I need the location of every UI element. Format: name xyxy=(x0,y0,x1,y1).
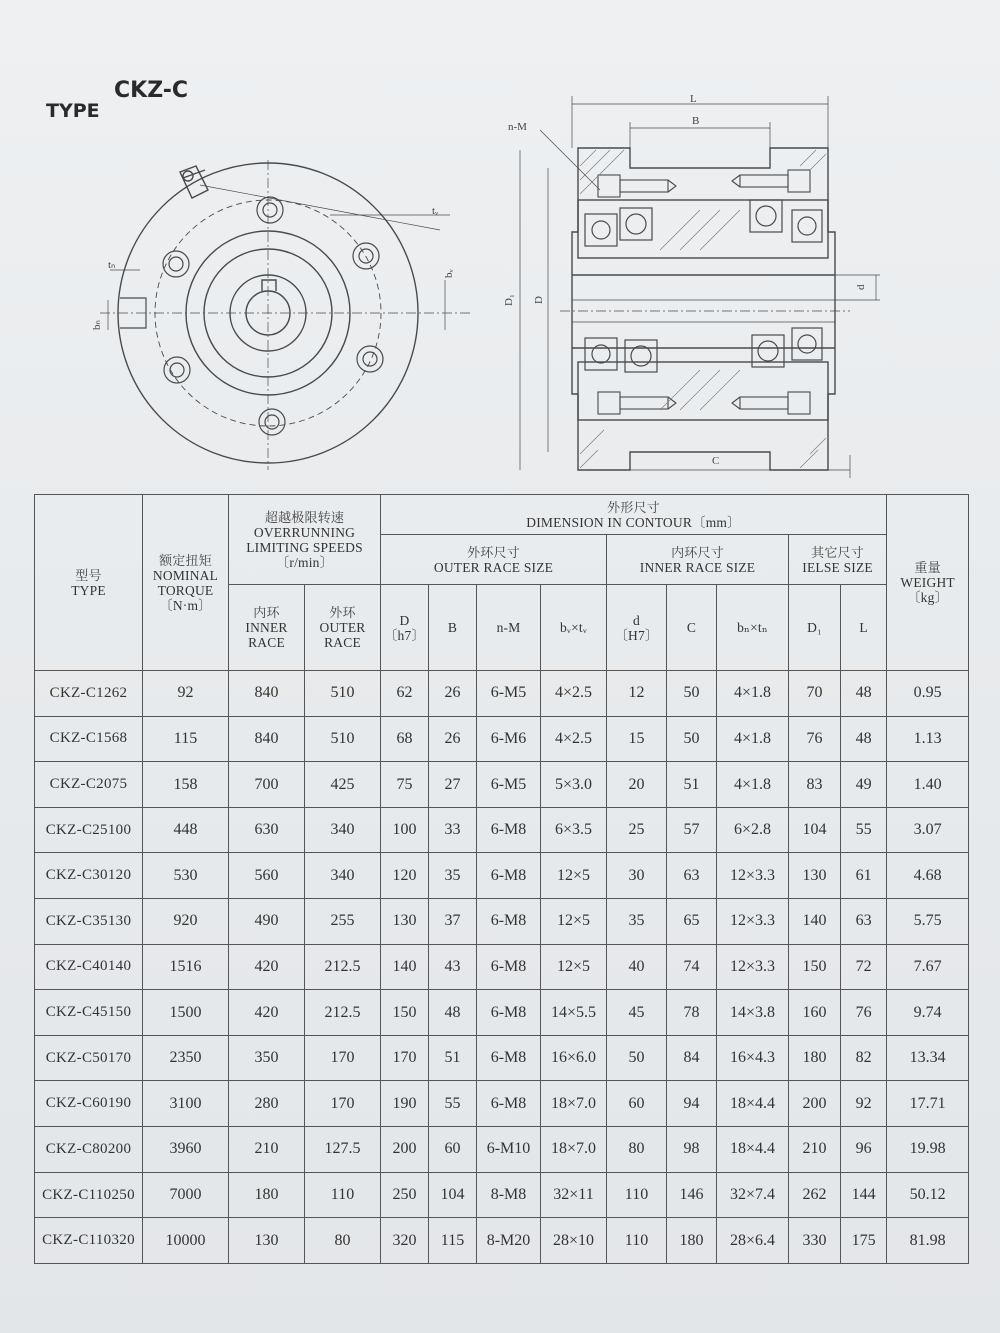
dim-D-label: D xyxy=(533,296,545,304)
value-cell: 94 xyxy=(667,1081,717,1127)
header-B: B xyxy=(429,585,477,671)
value-cell: 490 xyxy=(229,899,305,945)
value-cell: 74 xyxy=(667,944,717,990)
dim-bw-label: bᵥ xyxy=(443,269,455,278)
model-label: CKZ-C xyxy=(114,78,189,103)
header-speed: 超越极限转速 OVERRUNNING LIMITING SPEEDS 〔r/min〕 xyxy=(229,495,381,585)
value-cell: 110 xyxy=(305,1172,381,1218)
value-cell: 255 xyxy=(305,899,381,945)
value-cell: 3960 xyxy=(143,1127,229,1173)
value-cell: 18×7.0 xyxy=(541,1081,607,1127)
value-cell: 50 xyxy=(667,716,717,762)
value-cell: 4.68 xyxy=(887,853,969,899)
value-cell: 110 xyxy=(607,1172,667,1218)
value-cell: 150 xyxy=(381,990,429,1036)
value-cell: 6-M8 xyxy=(477,807,541,853)
value-cell: 530 xyxy=(143,853,229,899)
value-cell: 19.98 xyxy=(887,1127,969,1173)
value-cell: 6-M10 xyxy=(477,1127,541,1173)
table-row xyxy=(35,1035,969,1081)
value-cell: 72 xyxy=(841,944,887,990)
value-cell: 33 xyxy=(429,807,477,853)
value-cell: 250 xyxy=(381,1172,429,1218)
type-cell: CKZ-C110320 xyxy=(35,1218,143,1264)
value-cell: 158 xyxy=(143,762,229,808)
value-cell: 92 xyxy=(143,671,229,717)
header-type: 型号 TYPE xyxy=(35,495,143,671)
value-cell: 30 xyxy=(607,853,667,899)
value-cell: 210 xyxy=(789,1127,841,1173)
value-cell: 13.34 xyxy=(887,1035,969,1081)
header-D1: D₁ xyxy=(789,585,841,671)
value-cell: 16×4.3 xyxy=(717,1035,789,1081)
value-cell: 6-M5 xyxy=(477,762,541,808)
value-cell: 35 xyxy=(607,899,667,945)
value-cell: 6-M8 xyxy=(477,1035,541,1081)
value-cell: 6-M8 xyxy=(477,853,541,899)
dim-nM-label: n-M xyxy=(508,121,527,133)
value-cell: 37 xyxy=(429,899,477,945)
type-cell: CKZ-C1568 xyxy=(35,716,143,762)
technical-drawing xyxy=(0,0,1000,495)
value-cell: 68 xyxy=(381,716,429,762)
value-cell: 3.07 xyxy=(887,807,969,853)
value-cell: 700 xyxy=(229,762,305,808)
value-cell: 180 xyxy=(229,1172,305,1218)
value-cell: 26 xyxy=(429,671,477,717)
value-cell: 212.5 xyxy=(305,990,381,1036)
value-cell: 5×3.0 xyxy=(541,762,607,808)
value-cell: 80 xyxy=(305,1218,381,1264)
dim-D1-label: D₁ xyxy=(503,294,515,306)
table-row xyxy=(35,716,969,762)
value-cell: 60 xyxy=(607,1081,667,1127)
header-nM: n-M xyxy=(477,585,541,671)
header-outer-race: 外环 OUTER RACE xyxy=(305,585,381,671)
value-cell: 1500 xyxy=(143,990,229,1036)
value-cell: 48 xyxy=(841,716,887,762)
value-cell: 280 xyxy=(229,1081,305,1127)
value-cell: 130 xyxy=(381,899,429,945)
header-L: L xyxy=(841,585,887,671)
value-cell: 20 xyxy=(607,762,667,808)
front-view-drawing xyxy=(100,160,470,470)
value-cell: 63 xyxy=(841,899,887,945)
table-row xyxy=(35,1127,969,1173)
value-cell: 82 xyxy=(841,1035,887,1081)
dim-tn-label: tₙ xyxy=(108,259,116,271)
value-cell: 12×5 xyxy=(541,944,607,990)
value-cell: 170 xyxy=(381,1035,429,1081)
value-cell: 175 xyxy=(841,1218,887,1264)
value-cell: 115 xyxy=(143,716,229,762)
value-cell: 15 xyxy=(607,716,667,762)
value-cell: 170 xyxy=(305,1035,381,1081)
value-cell: 51 xyxy=(429,1035,477,1081)
table-row xyxy=(35,944,969,990)
spec-table-body xyxy=(35,671,969,1264)
value-cell: 32×11 xyxy=(541,1172,607,1218)
table-row xyxy=(35,1081,969,1127)
value-cell: 140 xyxy=(789,899,841,945)
value-cell: 12×3.3 xyxy=(717,853,789,899)
value-cell: 6-M8 xyxy=(477,899,541,945)
value-cell: 55 xyxy=(429,1081,477,1127)
value-cell: 6-M6 xyxy=(477,716,541,762)
table-row xyxy=(35,671,969,717)
value-cell: 40 xyxy=(607,944,667,990)
value-cell: 43 xyxy=(429,944,477,990)
value-cell: 340 xyxy=(305,807,381,853)
value-cell: 32×7.4 xyxy=(717,1172,789,1218)
value-cell: 146 xyxy=(667,1172,717,1218)
value-cell: 420 xyxy=(229,944,305,990)
value-cell: 140 xyxy=(381,944,429,990)
value-cell: 14×5.5 xyxy=(541,990,607,1036)
value-cell: 84 xyxy=(667,1035,717,1081)
value-cell: 115 xyxy=(429,1218,477,1264)
value-cell: 5.75 xyxy=(887,899,969,945)
value-cell: 60 xyxy=(429,1127,477,1173)
dim-d-label: d xyxy=(855,284,867,290)
value-cell: 120 xyxy=(381,853,429,899)
value-cell: 12×5 xyxy=(541,899,607,945)
value-cell: 78 xyxy=(667,990,717,1036)
type-cell: CKZ-C110250 xyxy=(35,1172,143,1218)
type-cell: CKZ-C1262 xyxy=(35,671,143,717)
value-cell: 1.13 xyxy=(887,716,969,762)
header-bw-tw: bᵥ×tᵥ xyxy=(541,585,607,671)
value-cell: 10000 xyxy=(143,1218,229,1264)
dim-bn-label: bₙ xyxy=(91,320,103,330)
value-cell: 1.40 xyxy=(887,762,969,808)
value-cell: 262 xyxy=(789,1172,841,1218)
value-cell: 4×1.8 xyxy=(717,762,789,808)
type-cell: CKZ-C25100 xyxy=(35,807,143,853)
value-cell: 12×3.3 xyxy=(717,899,789,945)
value-cell: 48 xyxy=(841,671,887,717)
header-weight: 重量 WEIGHT 〔kg〕 xyxy=(887,495,969,671)
value-cell: 61 xyxy=(841,853,887,899)
value-cell: 17.71 xyxy=(887,1081,969,1127)
value-cell: 98 xyxy=(667,1127,717,1173)
value-cell: 8-M8 xyxy=(477,1172,541,1218)
value-cell: 1516 xyxy=(143,944,229,990)
value-cell: 160 xyxy=(789,990,841,1036)
value-cell: 6-M8 xyxy=(477,944,541,990)
value-cell: 57 xyxy=(667,807,717,853)
value-cell: 12×3.3 xyxy=(717,944,789,990)
value-cell: 104 xyxy=(789,807,841,853)
header-d: d 〔H7〕 xyxy=(607,585,667,671)
value-cell: 12 xyxy=(607,671,667,717)
value-cell: 50 xyxy=(607,1035,667,1081)
value-cell: 110 xyxy=(607,1218,667,1264)
header-D: D 〔h7〕 xyxy=(381,585,429,671)
value-cell: 340 xyxy=(305,853,381,899)
value-cell: 6-M8 xyxy=(477,1081,541,1127)
dim-B-label: B xyxy=(692,115,700,127)
table-row xyxy=(35,762,969,808)
header-bn-tn: bₙ×tₙ xyxy=(717,585,789,671)
value-cell: 14×3.8 xyxy=(717,990,789,1036)
value-cell: 83 xyxy=(789,762,841,808)
value-cell: 4×2.5 xyxy=(541,716,607,762)
value-cell: 7000 xyxy=(143,1172,229,1218)
value-cell: 4×1.8 xyxy=(717,671,789,717)
type-cell: CKZ-C2075 xyxy=(35,762,143,808)
value-cell: 3100 xyxy=(143,1081,229,1127)
value-cell: 18×4.4 xyxy=(717,1127,789,1173)
value-cell: 150 xyxy=(789,944,841,990)
value-cell: 510 xyxy=(305,671,381,717)
value-cell: 18×7.0 xyxy=(541,1127,607,1173)
value-cell: 630 xyxy=(229,807,305,853)
value-cell: 330 xyxy=(789,1218,841,1264)
dim-L-label: L xyxy=(690,93,697,105)
value-cell: 45 xyxy=(607,990,667,1036)
value-cell: 55 xyxy=(841,807,887,853)
value-cell: 75 xyxy=(381,762,429,808)
table-row xyxy=(35,807,969,853)
type-cell: CKZ-C40140 xyxy=(35,944,143,990)
value-cell: 51 xyxy=(667,762,717,808)
value-cell: 48 xyxy=(429,990,477,1036)
value-cell: 104 xyxy=(429,1172,477,1218)
value-cell: 63 xyxy=(667,853,717,899)
table-row xyxy=(35,899,969,945)
value-cell: 448 xyxy=(143,807,229,853)
value-cell: 28×10 xyxy=(541,1218,607,1264)
value-cell: 50 xyxy=(667,671,717,717)
value-cell: 840 xyxy=(229,716,305,762)
value-cell: 62 xyxy=(381,671,429,717)
value-cell: 18×4.4 xyxy=(717,1081,789,1127)
value-cell: 7.67 xyxy=(887,944,969,990)
value-cell: 76 xyxy=(841,990,887,1036)
value-cell: 212.5 xyxy=(305,944,381,990)
value-cell: 9.74 xyxy=(887,990,969,1036)
value-cell: 130 xyxy=(789,853,841,899)
value-cell: 920 xyxy=(143,899,229,945)
section-view-drawing xyxy=(520,96,880,478)
header-outer-race-size: 外环尺寸 OUTER RACE SIZE xyxy=(381,535,607,585)
table-row xyxy=(35,990,969,1036)
value-cell: 6-M8 xyxy=(477,990,541,1036)
value-cell: 190 xyxy=(381,1081,429,1127)
value-cell: 80 xyxy=(607,1127,667,1173)
dim-tw-label: tᵥ xyxy=(432,205,439,217)
value-cell: 425 xyxy=(305,762,381,808)
header-C: C xyxy=(667,585,717,671)
value-cell: 25 xyxy=(607,807,667,853)
header-else-size: 其它尺寸 IELSE SIZE xyxy=(789,535,887,585)
value-cell: 49 xyxy=(841,762,887,808)
value-cell: 0.95 xyxy=(887,671,969,717)
table-row xyxy=(35,1218,969,1264)
value-cell: 27 xyxy=(429,762,477,808)
value-cell: 320 xyxy=(381,1218,429,1264)
value-cell: 6×2.8 xyxy=(717,807,789,853)
value-cell: 28×6.4 xyxy=(717,1218,789,1264)
value-cell: 76 xyxy=(789,716,841,762)
value-cell: 8-M20 xyxy=(477,1218,541,1264)
value-cell: 840 xyxy=(229,671,305,717)
value-cell: 180 xyxy=(789,1035,841,1081)
header-dimension: 外形尺寸 DIMENSION IN CONTOUR〔mm〕 xyxy=(381,495,887,535)
value-cell: 12×5 xyxy=(541,853,607,899)
dim-C-label: C xyxy=(712,455,720,467)
value-cell: 16×6.0 xyxy=(541,1035,607,1081)
value-cell: 26 xyxy=(429,716,477,762)
value-cell: 81.98 xyxy=(887,1218,969,1264)
type-cell: CKZ-C60190 xyxy=(35,1081,143,1127)
value-cell: 92 xyxy=(841,1081,887,1127)
value-cell: 65 xyxy=(667,899,717,945)
type-cell: CKZ-C35130 xyxy=(35,899,143,945)
table-row xyxy=(35,1172,969,1218)
value-cell: 6×3.5 xyxy=(541,807,607,853)
spec-table xyxy=(34,494,969,1264)
value-cell: 144 xyxy=(841,1172,887,1218)
value-cell: 4×1.8 xyxy=(717,716,789,762)
value-cell: 560 xyxy=(229,853,305,899)
table-row xyxy=(35,853,969,899)
value-cell: 35 xyxy=(429,853,477,899)
value-cell: 6-M5 xyxy=(477,671,541,717)
value-cell: 100 xyxy=(381,807,429,853)
type-label: TYPE xyxy=(46,100,100,122)
header-torque: 额定扭矩 NOMINAL TORQUE 〔N·m〕 xyxy=(143,495,229,671)
value-cell: 130 xyxy=(229,1218,305,1264)
value-cell: 50.12 xyxy=(887,1172,969,1218)
value-cell: 4×2.5 xyxy=(541,671,607,717)
header-inner-race: 内环 INNER RACE xyxy=(229,585,305,671)
type-cell: CKZ-C50170 xyxy=(35,1035,143,1081)
type-cell: CKZ-C80200 xyxy=(35,1127,143,1173)
value-cell: 96 xyxy=(841,1127,887,1173)
value-cell: 70 xyxy=(789,671,841,717)
value-cell: 510 xyxy=(305,716,381,762)
value-cell: 127.5 xyxy=(305,1127,381,1173)
value-cell: 200 xyxy=(789,1081,841,1127)
type-cell: CKZ-C45150 xyxy=(35,990,143,1036)
value-cell: 200 xyxy=(381,1127,429,1173)
value-cell: 180 xyxy=(667,1218,717,1264)
value-cell: 2350 xyxy=(143,1035,229,1081)
value-cell: 170 xyxy=(305,1081,381,1127)
value-cell: 350 xyxy=(229,1035,305,1081)
type-cell: CKZ-C30120 xyxy=(35,853,143,899)
value-cell: 420 xyxy=(229,990,305,1036)
value-cell: 210 xyxy=(229,1127,305,1173)
header-inner-race-size: 内环尺寸 INNER RACE SIZE xyxy=(607,535,789,585)
